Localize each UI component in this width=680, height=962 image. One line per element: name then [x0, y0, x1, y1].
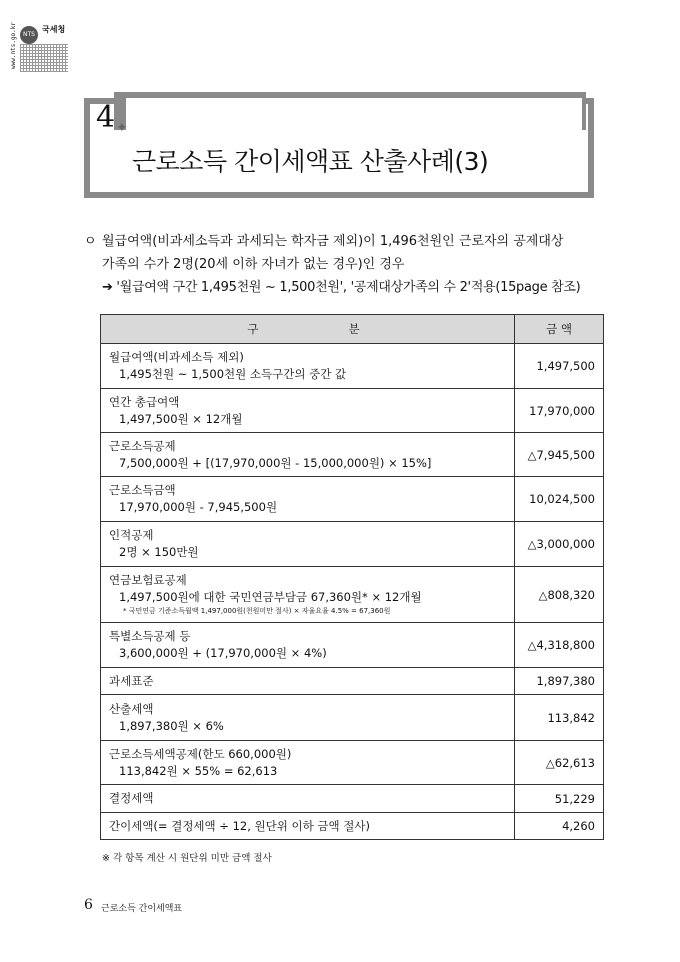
footnote: ※ 각 항목 계산 시 원단위 미만 금액 절사 — [102, 853, 272, 864]
logo-url: www.nts.go.kr — [10, 22, 17, 69]
page-number: 6 — [84, 897, 93, 913]
row-amount: △7,945,500 — [515, 433, 604, 477]
table-header-row — [101, 315, 604, 344]
logo-pattern — [20, 44, 68, 72]
intro-line: 월급여액(비과세소득과 과세되는 학자금 제외)이 1,496천원인 근로자의 공제대상 — [102, 234, 564, 249]
table-row — [101, 668, 604, 695]
table-row — [101, 785, 604, 813]
sparkle-icon: ✦ — [116, 120, 128, 136]
table-row — [101, 695, 604, 741]
row-detail: 1,495천원 ~ 1,500천원 소득구간의 중간 값 — [119, 367, 347, 381]
row-detail: 113,842원 × 55% = 62,613 — [119, 763, 278, 778]
row-label: 근로소득금액 — [109, 483, 176, 497]
running-footer-title: 근로소득 간이세액표 — [101, 904, 183, 914]
row-detail: 1,497,500원 × 12개월 — [119, 411, 243, 426]
nts-logo — [8, 22, 68, 72]
row-amount: △808,320 — [515, 567, 604, 623]
table-row — [101, 522, 604, 567]
chapter-title-box — [84, 98, 594, 198]
row-label: 연금보험료공제 — [109, 573, 187, 587]
row-amount: 10,024,500 — [515, 477, 604, 522]
bullet-icon: ㅇ — [84, 234, 97, 249]
logo-text: 국세청 — [42, 25, 66, 34]
row-detail: 1,897,380원 × 6% — [119, 718, 224, 733]
row-label: 월급여액(비과세소득 제외) — [109, 350, 244, 364]
row-amount: 4,260 — [515, 813, 604, 840]
table-row — [101, 433, 604, 477]
table-row — [101, 813, 604, 840]
intro-line: 가족의 수가 2명(20세 이하 자녀가 없는 경우)인 경우 — [102, 257, 405, 272]
table-row — [101, 344, 604, 389]
row-label: 연간 총급여액 — [109, 394, 180, 409]
row-amount: 17,970,000 — [515, 389, 604, 433]
row-label: 인적공제 — [109, 528, 154, 542]
chapter-number: 4 — [96, 100, 116, 135]
row-amount: 51,229 — [515, 785, 604, 813]
table-row — [101, 623, 604, 668]
table-row — [101, 389, 604, 433]
row-amount: △62,613 — [515, 741, 604, 785]
row-amount: 1,897,380 — [515, 668, 604, 695]
header-amount: 금 액 — [515, 315, 604, 344]
row-label: 특별소득공제 등 — [109, 629, 191, 643]
row-label: 과세표준 — [109, 673, 154, 688]
table-row — [101, 567, 604, 623]
logo-badge: NTS — [20, 26, 38, 44]
table-row — [101, 477, 604, 522]
table-row — [101, 741, 604, 785]
row-label: 근로소득세액공제(한도 660,000원) — [109, 746, 292, 761]
row-amount: △4,318,800 — [515, 623, 604, 668]
row-label: 근로소득공제 — [109, 438, 176, 453]
row-detail: 2명 × 150만원 — [119, 545, 199, 559]
row-amount: 1,497,500 — [515, 344, 604, 389]
row-note: * 국민연금 기준소득월액 1,497,000원(천원미만 절사) × 자율요율 4.5% = 67,360원 — [123, 607, 391, 615]
tax-calculation-table — [100, 314, 604, 840]
row-amount: 113,842 — [515, 695, 604, 741]
row-amount: △3,000,000 — [515, 522, 604, 567]
row-label: 간이세액(= 결정세액 ÷ 12, 원단위 이하 금액 절사) — [109, 818, 370, 833]
row-detail: 1,497,500원에 대한 국민연금부담금 67,360원* × 12개월 — [119, 590, 422, 604]
row-detail: 17,970,000원 - 7,945,500원 — [119, 500, 278, 514]
header-category: 구분 — [101, 315, 515, 344]
intro-arrow-line: ➔ '월급여액 구간 1,495천원 ~ 1,500천원', '공제대상가족의 수 2'적용(15page 참조) — [102, 280, 581, 295]
row-detail: 3,600,000원 + (17,970,000원 × 4%) — [119, 646, 327, 660]
chapter-title: 근로소득 간이세액표 산출사례(3) — [132, 147, 489, 176]
row-label: 결정세액 — [109, 791, 154, 805]
row-detail: 7,500,000원 + [(17,970,000원 - 15,000,000원) × 15%] — [119, 455, 432, 470]
row-label: 산출세액 — [109, 701, 154, 716]
